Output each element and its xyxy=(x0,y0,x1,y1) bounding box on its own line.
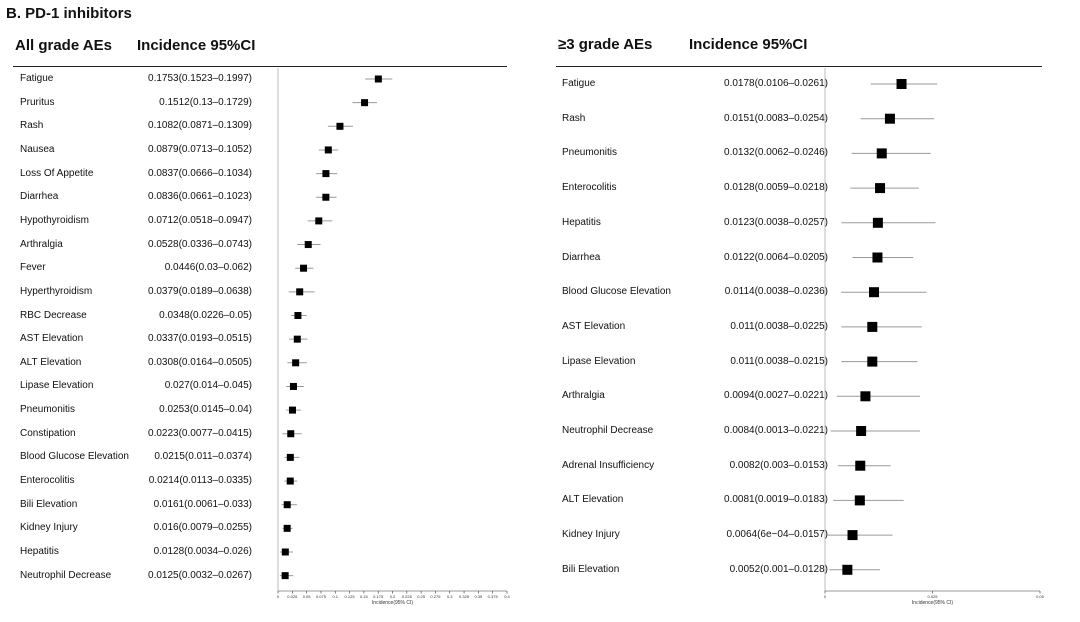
point-estimate-marker xyxy=(855,495,865,505)
point-estimate-marker xyxy=(282,549,289,556)
row-incidence-value: 0.0052(0.001–0.0128) xyxy=(729,563,828,575)
row-label: RBC Decrease xyxy=(20,309,87,321)
header-rule xyxy=(556,66,1042,67)
row-incidence-value: 0.0094(0.0027–0.0221) xyxy=(724,390,828,402)
x-tick-label: 0.15 xyxy=(359,594,368,599)
row-incidence-value: 0.0308(0.0164–0.0505) xyxy=(148,356,252,368)
point-estimate-marker xyxy=(856,426,866,436)
row-label: Hepatitis xyxy=(20,546,59,557)
row-label: Arthralgia xyxy=(20,238,63,250)
row-incidence-value: 0.0836(0.0661–0.1023) xyxy=(148,191,252,203)
row-label: Hepatitis xyxy=(562,216,601,228)
row-incidence-value: 0.0114(0.0038–0.0236) xyxy=(724,286,828,298)
row-incidence-value: 0.011(0.0038–0.0215) xyxy=(730,355,828,367)
x-tick-label: 0.1 xyxy=(332,594,339,599)
point-estimate-marker xyxy=(322,170,329,177)
x-axis-label: Incidence(95% CI) xyxy=(371,600,414,606)
x-tick-label: 0 xyxy=(823,594,827,599)
x-tick-label: 0.275 xyxy=(430,594,441,599)
row-label: Neutrophil Decrease xyxy=(562,425,654,436)
row-label: Pruritus xyxy=(20,96,55,108)
x-tick-label: 0.225 xyxy=(401,594,412,599)
row-label: Blood Glucose Elevation xyxy=(562,286,671,298)
point-estimate-marker xyxy=(290,383,297,390)
row-incidence-value: 0.0178(0.0106–0.0261) xyxy=(724,78,828,89)
row-incidence-value: 0.0712(0.0518–0.0947) xyxy=(148,214,252,226)
column-header-incidence: Incidence 95%CI xyxy=(137,37,256,54)
row-label: ALT Elevation xyxy=(562,494,624,506)
row-label: Nausea xyxy=(20,143,55,155)
row-incidence-value: 0.0128(0.0059–0.0218) xyxy=(724,182,828,194)
column-header-incidence: Incidence 95%CI xyxy=(689,36,808,53)
row-incidence-value: 0.0337(0.0193–0.0515) xyxy=(148,333,252,345)
row-incidence-value: 0.027(0.014–0.045) xyxy=(164,380,252,392)
point-estimate-marker xyxy=(287,478,294,485)
point-estimate-marker xyxy=(336,123,343,130)
point-estimate-marker xyxy=(869,287,879,297)
row-label: Hyperthyroidism xyxy=(20,285,93,297)
row-label: AST Elevation xyxy=(20,333,84,345)
point-estimate-marker xyxy=(361,99,368,106)
point-estimate-marker xyxy=(292,359,299,366)
row-label: Blood Glucose Elevation xyxy=(20,451,129,463)
point-estimate-marker xyxy=(875,183,885,193)
row-incidence-value: 0.0214(0.0113–0.0335) xyxy=(148,475,252,487)
point-estimate-marker xyxy=(294,312,301,319)
point-estimate-marker xyxy=(300,265,307,272)
x-tick-label: 0.075 xyxy=(315,594,326,599)
row-label: Bili Elevation xyxy=(562,563,620,575)
row-label: Diarrhea xyxy=(20,191,59,203)
x-tick-label: 0.175 xyxy=(373,594,384,599)
row-incidence-value: 0.0879(0.0713–0.1052) xyxy=(148,143,252,155)
point-estimate-marker xyxy=(294,336,301,343)
row-label: Fever xyxy=(20,262,46,274)
row-label: Neutrophil Decrease xyxy=(20,569,112,581)
point-estimate-marker xyxy=(296,288,303,295)
point-estimate-marker xyxy=(315,217,322,224)
row-label: Constipation xyxy=(20,427,76,439)
point-estimate-marker xyxy=(897,79,907,89)
point-estimate-marker xyxy=(867,357,877,367)
row-label: ALT Elevation xyxy=(20,356,82,368)
point-estimate-marker xyxy=(842,565,852,575)
x-tick-label: 0.025 xyxy=(927,594,938,599)
row-label: Adrenal Insufficiency xyxy=(562,459,655,471)
row-label: Rash xyxy=(562,112,586,124)
row-incidence-value: 0.1753(0.1523–0.1997) xyxy=(148,73,252,84)
row-incidence-value: 0.0128(0.0034–0.026) xyxy=(153,546,252,557)
x-tick-label: 0.125 xyxy=(344,594,355,599)
row-incidence-value: 0.0446(0.03–0.062) xyxy=(164,262,252,274)
row-label: Fatigue xyxy=(20,73,54,84)
forest-plot-all-grade xyxy=(270,68,515,613)
x-tick-label: 0.2 xyxy=(389,594,396,599)
row-incidence-value: 0.0215(0.011–0.0374) xyxy=(154,451,252,463)
point-estimate-marker xyxy=(322,194,329,201)
row-label: Enterocolitis xyxy=(20,475,75,487)
x-tick-label: 0.375 xyxy=(487,594,498,599)
row-incidence-value: 0.0082(0.003–0.0153) xyxy=(729,459,828,471)
x-tick-label: 0.25 xyxy=(417,594,426,599)
row-incidence-value: 0.0122(0.0064–0.0205) xyxy=(724,251,828,263)
row-incidence-value: 0.0253(0.0145–0.04) xyxy=(159,404,252,416)
column-header-label: All grade AEs xyxy=(15,37,112,54)
row-incidence-value: 0.0125(0.0032–0.0267) xyxy=(148,569,252,581)
row-incidence-value: 0.016(0.0079–0.0255) xyxy=(153,522,252,534)
row-label: Enterocolitis xyxy=(562,182,617,194)
x-axis-label: Incidence(95% CI) xyxy=(911,600,954,606)
x-tick-label: 0.025 xyxy=(287,594,298,599)
row-incidence-value: 0.0223(0.0077–0.0415) xyxy=(148,427,252,439)
row-label: Fatigue xyxy=(562,78,596,89)
x-tick-label: 0.325 xyxy=(459,594,470,599)
row-incidence-value: 0.0348(0.0226–0.05) xyxy=(159,309,252,321)
row-incidence-value: 0.1512(0.13–0.1729) xyxy=(159,96,252,108)
point-estimate-marker xyxy=(872,253,882,263)
row-label: Kidney Injury xyxy=(20,522,78,534)
row-label: Kidney Injury xyxy=(562,529,620,541)
point-estimate-marker xyxy=(375,76,382,83)
row-label: AST Elevation xyxy=(562,320,626,332)
point-estimate-marker xyxy=(885,114,895,124)
point-estimate-marker xyxy=(305,241,312,248)
row-label: Arthralgia xyxy=(562,390,605,402)
row-incidence-value: 0.0132(0.0062–0.0246) xyxy=(724,147,828,159)
point-estimate-marker xyxy=(289,407,296,414)
row-incidence-value: 0.0123(0.0038–0.0257) xyxy=(724,216,828,228)
figure-title: B. PD-1 inhibitors xyxy=(6,5,132,22)
point-estimate-marker xyxy=(282,572,289,579)
point-estimate-marker xyxy=(877,148,887,158)
row-label: Hypothyroidism xyxy=(20,214,89,226)
x-tick-label: 0.4 xyxy=(504,594,510,599)
x-tick-label: 0.05 xyxy=(302,594,311,599)
header-rule xyxy=(13,66,507,67)
point-estimate-marker xyxy=(325,146,332,153)
x-tick-label: 0.35 xyxy=(474,594,483,599)
row-label: Lipase Elevation xyxy=(562,355,636,367)
row-incidence-value: 0.0064(6e−04–0.0157) xyxy=(726,529,828,541)
row-incidence-value: 0.0379(0.0189–0.0638) xyxy=(148,285,252,297)
point-estimate-marker xyxy=(284,501,291,508)
point-estimate-marker xyxy=(284,525,291,532)
row-label: Loss Of Appetite xyxy=(20,167,94,179)
x-tick-label: 0 xyxy=(276,594,280,599)
point-estimate-marker xyxy=(860,391,870,401)
row-incidence-value: 0.0151(0.0083–0.0254) xyxy=(724,112,828,124)
point-estimate-marker xyxy=(287,454,294,461)
row-incidence-value: 0.0161(0.0061–0.033) xyxy=(153,498,252,510)
row-label: Rash xyxy=(20,120,44,132)
row-label: Pneumonitis xyxy=(20,404,76,416)
row-incidence-value: 0.0528(0.0336–0.0743) xyxy=(148,238,252,250)
row-label: Diarrhea xyxy=(562,251,601,263)
row-label: Lipase Elevation xyxy=(20,380,94,392)
row-incidence-value: 0.0084(0.0013–0.0221) xyxy=(724,425,828,436)
row-incidence-value: 0.0081(0.0019–0.0183) xyxy=(724,494,828,506)
row-label: Bili Elevation xyxy=(20,498,78,510)
x-tick-label: 0.05 xyxy=(1036,594,1044,599)
forest-plot-grade3 xyxy=(815,68,1055,613)
column-header-label: ≥3 grade AEs xyxy=(558,36,653,53)
point-estimate-marker xyxy=(873,218,883,228)
point-estimate-marker xyxy=(287,430,294,437)
row-label: Pneumonitis xyxy=(562,147,618,159)
point-estimate-marker xyxy=(855,461,865,471)
row-incidence-value: 0.011(0.0038–0.0225) xyxy=(730,320,828,332)
row-incidence-value: 0.1082(0.0871–0.1309) xyxy=(148,120,252,132)
row-incidence-value: 0.0837(0.0666–0.1034) xyxy=(148,167,252,179)
point-estimate-marker xyxy=(867,322,877,332)
point-estimate-marker xyxy=(848,530,858,540)
x-tick-label: 0.3 xyxy=(446,594,453,599)
